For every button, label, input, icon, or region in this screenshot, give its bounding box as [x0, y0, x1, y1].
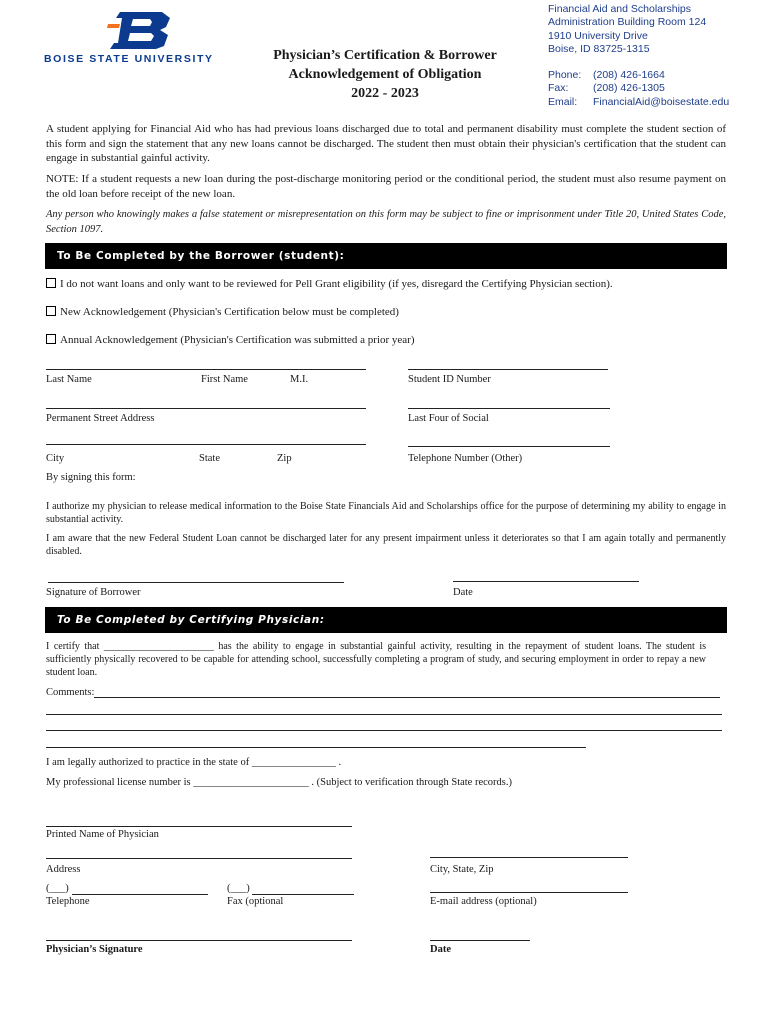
- option-pell-only-label: I do not want loans and only want to be reviewed for Pell Grant eligibility (if yes, disregard the Certifying Physician section).: [60, 278, 613, 290]
- fax-label: Fax:: [548, 82, 569, 95]
- checkbox-annual-acknowledgement[interactable]: [46, 334, 56, 344]
- physician-address-label: Address: [46, 864, 81, 875]
- email-label: Email:: [548, 95, 578, 108]
- borrower-signature-line[interactable]: [48, 582, 344, 583]
- physician-date-label: Date: [430, 944, 451, 955]
- comments-line-4[interactable]: [46, 747, 586, 748]
- license-number-statement: My professional license number is ______________________ . (Subject to verification through State records.): [46, 777, 512, 788]
- last-name-label: Last Name: [46, 374, 92, 385]
- comments-line-1[interactable]: [94, 697, 720, 698]
- name-field-line[interactable]: [46, 369, 366, 370]
- title-line-1: Physician’s Certification & Borrower: [273, 48, 497, 63]
- option-new-acknowledgement[interactable]: [46, 306, 399, 318]
- comments-label: Comments:: [46, 687, 95, 698]
- city-state-zip-label: City, State, Zip: [430, 864, 494, 875]
- physician-signature-line[interactable]: [46, 940, 352, 941]
- physician-section-heading: To Be Completed by Certifying Physician:: [45, 607, 727, 633]
- boise-state-logo: [106, 10, 178, 50]
- phone-label: Phone:: [548, 69, 582, 81]
- physician-fax-line[interactable]: [252, 894, 354, 895]
- by-signing-text: By signing this form:: [46, 472, 136, 483]
- phone-value: (208) 426-1664: [593, 69, 665, 81]
- student-id-field-line[interactable]: [408, 369, 608, 370]
- form-title: [246, 46, 524, 103]
- last-four-label: Last Four of Social: [408, 413, 489, 424]
- physician-fax-label: Fax (optional: [227, 896, 284, 907]
- borrower-date-line[interactable]: [453, 581, 639, 582]
- street-address-label: Permanent Street Address: [46, 413, 155, 424]
- physician-telephone-label: Telephone: [46, 896, 90, 907]
- borrower-signature-label: Signature of Borrower: [46, 587, 141, 598]
- borrower-section-heading: To Be Completed by the Borrower (student):: [45, 243, 727, 269]
- email-link[interactable]: FinancialAid@boisestate.edu: [593, 95, 730, 108]
- aware-statement: I am aware that the new Federal Student Loan cannot be discharged later for any present impairment unless it deteriorates so that I am again totally and permanently disabled.: [46, 533, 726, 557]
- penalty-warning: Any person who knowingly makes a false statement or misrepresentation on this form may be subject to fine or imprisonment under Title 20, United States Code, Section 1097.: [46, 209, 726, 235]
- authorize-statement: I authorize my physician to release medical information to the Boise State Financials Aid and Scholarships office for the purpose of determining my ability to engage in substantial activity.: [46, 501, 726, 525]
- fax-value: (208) 426-1305: [593, 82, 665, 95]
- checkbox-pell-only[interactable]: [46, 278, 56, 288]
- office-contact: [548, 69, 729, 109]
- student-id-label: Student ID Number: [408, 374, 491, 385]
- physician-date-line[interactable]: [430, 940, 530, 941]
- borrower-date-label: Date: [453, 587, 473, 598]
- state-label: State: [199, 453, 220, 464]
- physician-email-label: E-mail address (optional): [430, 896, 537, 907]
- first-name-label: First Name: [201, 374, 248, 385]
- physician-telephone-line[interactable]: [72, 894, 208, 895]
- checkbox-new-acknowledgement[interactable]: [46, 306, 56, 316]
- telephone-paren: (___): [46, 883, 69, 894]
- title-line-2: Acknowledgement of Obligation: [288, 67, 482, 82]
- option-annual-acknowledgement-label: Annual Acknowledgement (Physician's Certification was submitted a prior year): [60, 334, 415, 346]
- physician-signature-label: Physician’s Signature: [46, 944, 143, 955]
- telephone-other-label: Telephone Number (Other): [408, 453, 523, 464]
- zip-label: Zip: [277, 453, 292, 464]
- city-field-line[interactable]: [46, 444, 366, 445]
- address-line-2: 1910 University Drive: [548, 29, 648, 42]
- address-line-3: Boise, ID 83725-1315: [548, 43, 650, 56]
- comments-line-2[interactable]: [46, 714, 722, 715]
- title-line-3: 2022 - 2023: [351, 86, 419, 101]
- printed-name-line[interactable]: [46, 826, 352, 827]
- certify-statement: I certify that ______________________ has the ability to engage in substantial gainful activity, resulting in the repayment of student loans. The student is sufficiently physically recovered to be capable for attending school, successfully completing a program of study, and securing employment in order to repay a new student loan.: [46, 641, 706, 678]
- intro-paragraph: A student applying for Financial Aid who has had previous loans discharged due to total and permanent disability must complete the student section of this form and sign the statement that any new loans cannot be discharged. The student then must obtain their physician's certification that the student can engage in substantial gainful activity.: [46, 123, 726, 165]
- option-annual-acknowledgement[interactable]: [46, 334, 415, 346]
- street-field-line[interactable]: [46, 408, 366, 409]
- university-wordmark: BOISE STATE UNIVERSITY: [44, 53, 214, 65]
- city-state-zip-line[interactable]: [430, 857, 628, 858]
- physician-email-line[interactable]: [430, 892, 628, 893]
- address-line-1: Administration Building Room 124: [548, 16, 707, 29]
- office-address: [548, 3, 706, 57]
- city-label: City: [46, 453, 65, 464]
- printed-name-label: Printed Name of Physician: [46, 829, 159, 840]
- last-four-field-line[interactable]: [408, 408, 610, 409]
- fax-paren: (___): [227, 883, 250, 894]
- office-name: Financial Aid and Scholarships: [548, 3, 692, 15]
- physician-address-line[interactable]: [46, 858, 352, 859]
- telephone-field-line[interactable]: [408, 446, 610, 447]
- comments-line-3[interactable]: [46, 730, 722, 731]
- mi-label: M.I.: [290, 374, 309, 385]
- state-authorization-statement: I am legally authorized to practice in the state of ________________ .: [46, 757, 342, 768]
- option-pell-only[interactable]: [46, 278, 613, 290]
- note-paragraph: NOTE: If a student requests a new loan during the post-discharge monitoring period or the conditional period, the student must also resume payment on the old loan before receipt of the new loan.: [46, 173, 726, 200]
- option-new-acknowledgement-label: New Acknowledgement (Physician's Certification below must be completed): [60, 306, 399, 318]
